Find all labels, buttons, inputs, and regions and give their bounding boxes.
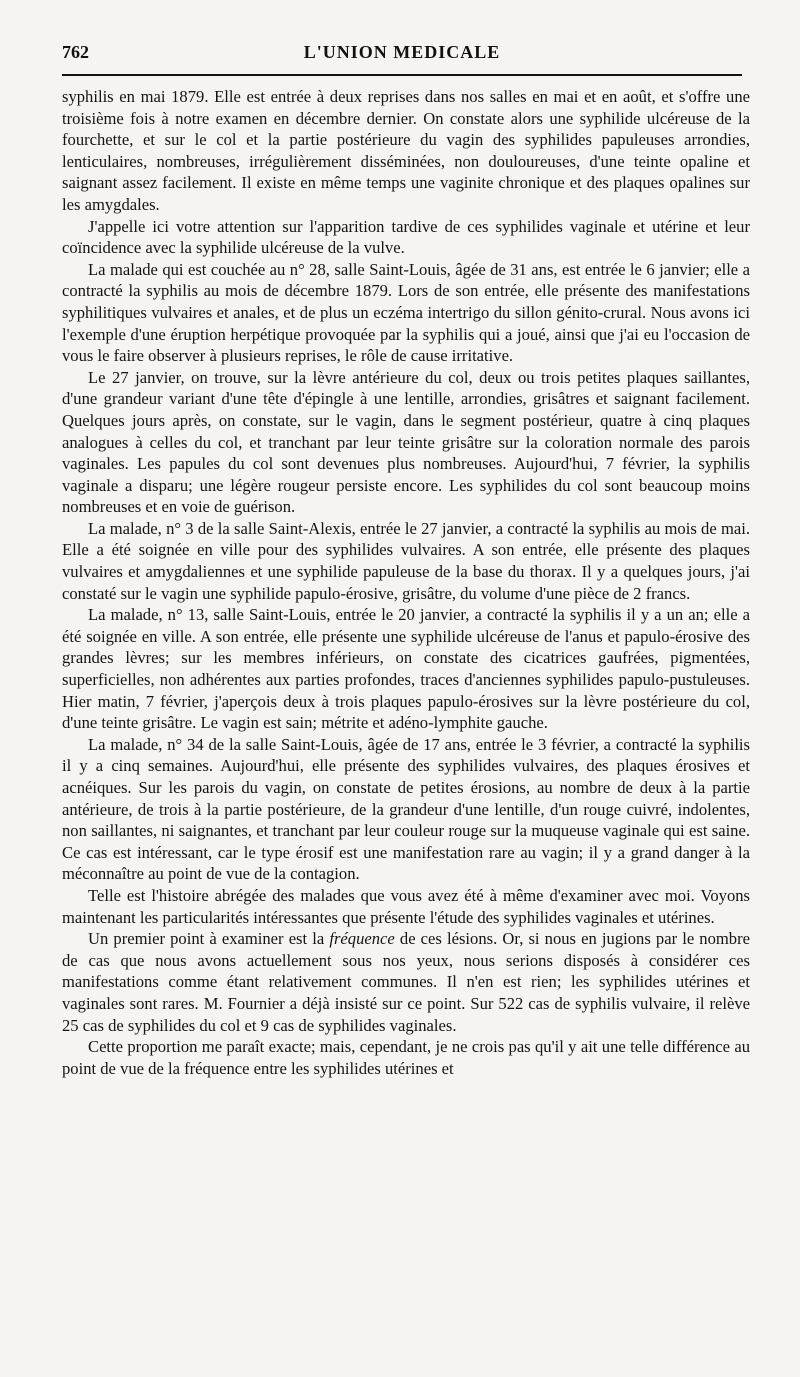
paragraph-9-rest: de ces lésions. Or, si nous en jugions par le nombre de cas que nous avons actuellement sous nos yeux, nous serions disposés à considérer ces manifestations comme étant relativement communes. Il n'en est rien; les syphilides utérines et vaginales sont rares. M. Fournier a déjà insisté sur ce point. Sur 522 cas de syphilis vulvaire, il relève 25 cas de syphilides du col et 9 cas de syphilides vaginales. — [62, 929, 750, 1035]
header-rule — [62, 74, 742, 76]
paragraph-6: La malade, n° 13, salle Saint-Louis, entrée le 20 janvier, a contracté la syphilis il y a un an; elle a été soignée en ville. A son entrée, elle présente une syphilide ulcéreuse de l'anus et papulo-érosive des grandes lèvres; sur les membres inférieurs, on constate des cicatrices gaufrées, pigmentées, superficielles, non adhérentes aux parties profondes, traces d'anciennes syphilides papulo-pustuleuses. Hier matin, 7 février, j'aperçois deux à trois plaques papulo-érosives sur la lèvre postérieure du col, d'une teinte grisâtre. Le vagin est sain; métrite et adéno-lymphite gauche. — [62, 605, 750, 733]
page-number: 762 — [62, 42, 89, 62]
paragraph-3: La malade qui est couchée au n° 28, salle Saint-Louis, âgée de 31 ans, est entrée le 6 janvier; elle a contracté la syphilis au mois de décembre 1879. Lors de son entrée, elle présente des manifestations syphilitiques vulvaires et anales, et de plus un eczéma intertrigo du sillon génito-crural. Nous avons ici l'exemple d'une éruption herpétique provoquée par la syphilis qui a joué, ainsi que j'ai eu l'occasion de vous le faire observer à plusieurs reprises, le rôle de cause irritative. — [62, 259, 750, 366]
paragraph-2: J'appelle ici votre attention sur l'apparition tardive de ces syphilides vaginale et utérine et leur coïncidence avec la syphilide ulcéreuse de la vulve. — [62, 216, 750, 258]
paragraph-5: La malade, n° 3 de la salle Saint-Alexis, entrée le 27 janvier, a contracté la syphilis au mois de mai. Elle a été soignée en ville pour des syphilides vulvaires. A son entrée, elle présente des plaques vulvaires et amygdaliennes et une syphilide papuleuse de la base du thorax. Il y a quelques jours, j'ai constaté sur le vagin une syphilide papulo-érosive, grisâtre, du volume d'une pièce de 2 francs. — [62, 518, 750, 603]
paragraph-10: Cette proportion me paraît exacte; mais, cependant, je ne crois pas qu'il y ait une telle différence au point de vue de la fréquence entre les syphilides utérines et — [62, 1037, 750, 1078]
running-title: L'UNION MEDICALE — [303, 42, 501, 62]
paragraph-8: Telle est l'histoire abrégée des malades que vous avez été à même d'examiner avec moi. Voyons maintenant les particularités intéressantes que présente l'étude des syphilides vaginales et utérines. — [62, 885, 750, 927]
paragraph-9 — [62, 928, 750, 1036]
paragraph-4: Le 27 janvier, on trouve, sur la lèvre antérieure du col, deux ou trois petites plaques saillantes, d'une grandeur variant d'une tête d'épingle à une lentille, arrondies, grisâtres et saignant facilement. Quelques jours après, on constate, sur le vagin, dans le segment postérieur, quatre à cinq plaques analogues à celles du col, et tranchant par leur teinte grisâtre sur la coloration normale des parois vaginales. Les papules du col sont devenues plus nombreuses. Aujourd'hui, 7 février, la syphilis vaginale a disparu; une légère rougeur persiste encore. Les syphilides du col sont beaucoup moins nombreuses et en voie de guérison. — [62, 367, 750, 517]
paragraph-7: La malade, n° 34 de la salle Saint-Louis, âgée de 17 ans, entrée le 3 février, a contracté la syphilis il y a cinq semaines. Aujourd'hui, elle présente des syphilides vulvaires, des plaques érosives et acnéiques. Sur les parois du vagin, on constate de petites érosions, au nombre de deux à la partie antérieure, de trois à la partie postérieure, de la grandeur d'une lentille, d'un rouge cuivré, indolentes, non saillantes, ni saignantes, et tranchant par leur couleur rouge sur la muqueuse vaginale qui est saine. Ce cas est intéressant, car le type érosif est une manifestation rare au vagin; il y a grand danger à la méconnaître au point de vue de la contagion. — [62, 734, 750, 884]
paragraph-1: syphilis en mai 1879. Elle est entrée à deux reprises dans nos salles en mai et en août, et s'offre une troisième fois à notre examen en décembre dernier. On constate alors une syphilide ulcéreuse de la fourchette, et sur le col et la partie postérieure du vagin des syphilides papuleuses arrondies, lenticulaires, nombreuses, irrégulièrement disséminées, non douloureuses, d'une teinte opaline et saignant assez facilement. Il existe en même temps une vaginite chronique et des plaques opalines sur les amygdales. — [62, 87, 750, 214]
page-header — [62, 36, 742, 66]
body-text — [62, 86, 750, 1079]
emphasis-frequence: fréquence — [329, 929, 395, 949]
paragraph-9-start: Un premier point à examiner est la — [88, 929, 330, 949]
